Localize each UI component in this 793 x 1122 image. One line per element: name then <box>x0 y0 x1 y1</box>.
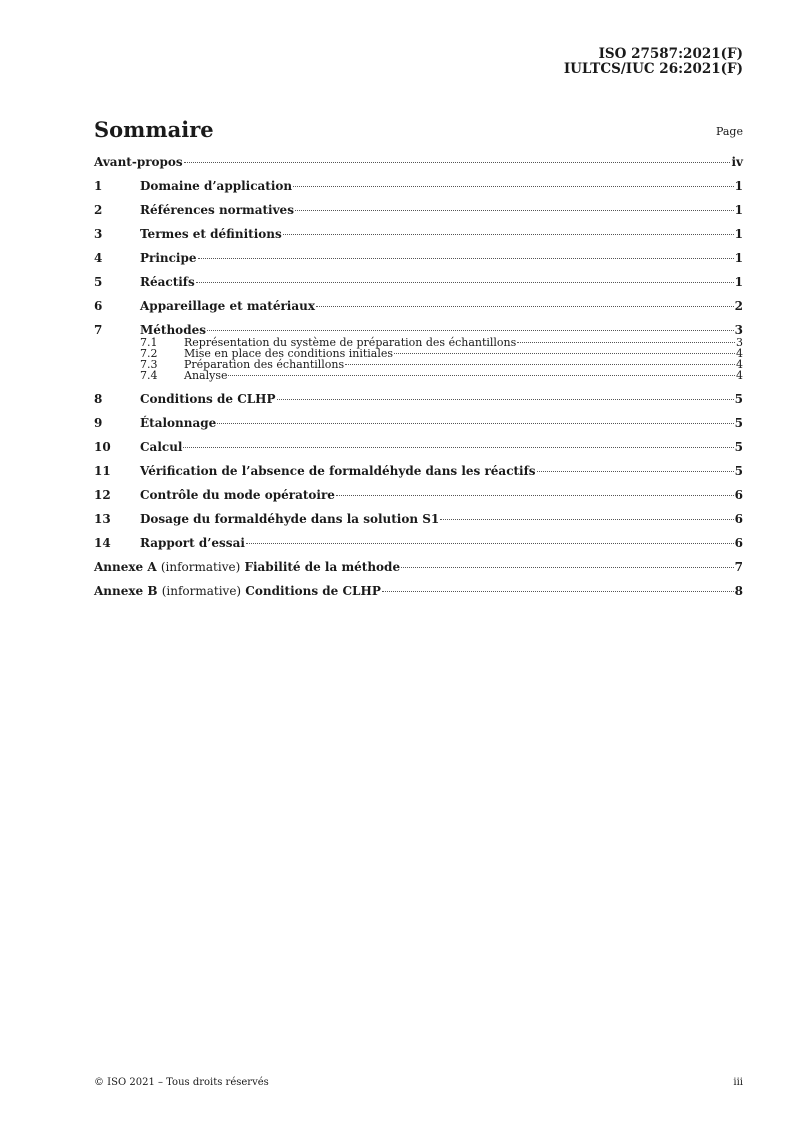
toc-entry[interactable] <box>94 323 743 337</box>
toc-entry[interactable] <box>94 440 743 454</box>
toc-number: 10 <box>94 440 111 454</box>
toc-page: 5 <box>734 440 743 454</box>
toc-page: 6 <box>734 536 743 550</box>
toc-sublabel: Mise en place des conditions initiales <box>184 347 394 360</box>
toc-sublabel: Représentation du système de préparation des échantillons <box>184 336 517 349</box>
toc-page: iv <box>731 155 743 169</box>
dot-leader <box>336 495 734 496</box>
toc-label: Vérification de l’absence de formaldéhyde dans les réactifs <box>140 464 536 478</box>
annex-prefix: Annexe B <box>94 584 158 598</box>
annex-title: Conditions de CLHP <box>245 584 381 598</box>
dot-leader <box>228 375 735 376</box>
toc-label: Termes et définitions <box>140 227 282 241</box>
annex-title: Fiabilité de la méthode <box>244 560 401 574</box>
toc-label: Contrôle du mode opératoire <box>140 488 335 502</box>
toc-subnumber: 7.4 <box>140 369 158 382</box>
toc-subnumber: 7.3 <box>140 358 158 371</box>
dot-leader <box>295 210 734 211</box>
toc-label: Conditions de CLHP <box>140 392 276 406</box>
toc-page: 6 <box>734 488 743 502</box>
table-of-contents <box>94 155 743 608</box>
toc-entry[interactable] <box>94 275 743 289</box>
dot-leader <box>184 162 731 163</box>
dot-leader <box>345 364 735 365</box>
dot-leader <box>293 186 734 187</box>
toc-label: Méthodes <box>140 323 206 337</box>
toc-page: 5 <box>734 392 743 406</box>
toc-subpage: 4 <box>736 347 743 360</box>
toc-label: Appareillage et matériaux <box>140 299 316 313</box>
toc-page: 7 <box>734 560 743 574</box>
toc-entry[interactable] <box>94 251 743 265</box>
toc-entry[interactable] <box>94 464 743 478</box>
toc-subnumber: 7.1 <box>140 336 158 349</box>
toc-number: 8 <box>94 392 103 406</box>
toc-label: Étalonnage <box>140 416 217 430</box>
toc-page: 1 <box>734 227 743 241</box>
toc-number: 11 <box>94 464 111 478</box>
toc-page: 8 <box>734 584 743 598</box>
toc-entry[interactable] <box>94 416 743 430</box>
toc-sublabel: Préparation des échantillons <box>184 358 345 371</box>
toc-label: Calcul <box>140 440 183 454</box>
dot-leader <box>401 567 734 568</box>
toc-entry[interactable] <box>94 392 743 406</box>
toc-number: 9 <box>94 416 103 430</box>
toc-subpage: 3 <box>736 336 743 349</box>
toc-entry[interactable] <box>94 227 743 241</box>
dot-leader <box>316 306 734 307</box>
dot-leader <box>277 399 734 400</box>
toc-number: 13 <box>94 512 111 526</box>
toc-entry[interactable] <box>94 512 743 526</box>
toc-number: 6 <box>94 299 103 313</box>
toc-label: Références normatives <box>140 203 294 217</box>
page-column-label: Page <box>715 125 743 138</box>
toc-entry[interactable] <box>94 179 743 193</box>
toc-label: Réactifs <box>140 275 195 289</box>
toc-number: 3 <box>94 227 103 241</box>
toc-number: 2 <box>94 203 103 217</box>
annex-type: (informative) <box>161 584 242 598</box>
dot-leader <box>183 447 733 448</box>
toc-page: 6 <box>734 512 743 526</box>
annex-label <box>94 560 400 574</box>
toc-subpage: 4 <box>736 369 743 382</box>
dot-leader <box>283 234 734 235</box>
dot-leader <box>196 282 734 283</box>
toc-entry-annex-a[interactable] <box>94 560 743 574</box>
toc-entry-annex-b[interactable] <box>94 584 743 598</box>
toc-page: 5 <box>734 416 743 430</box>
toc-subsection-group <box>94 337 743 381</box>
toc-page: 1 <box>734 251 743 265</box>
toc-sublabel: Analyse <box>184 369 228 382</box>
toc-entry-foreword[interactable] <box>94 155 743 169</box>
toc-subnumber: 7.2 <box>140 347 158 360</box>
toc-page: 2 <box>734 299 743 313</box>
toc-label: Rapport d’essai <box>140 536 245 550</box>
annex-prefix: Annexe A <box>94 560 157 574</box>
document-header <box>564 47 743 77</box>
toc-entry[interactable] <box>94 536 743 550</box>
toc-number: 4 <box>94 251 103 265</box>
toc-entry[interactable] <box>94 299 743 313</box>
toc-page: 1 <box>734 203 743 217</box>
toc-subentry[interactable] <box>94 370 743 381</box>
toc-label: Avant-propos <box>94 155 183 169</box>
dot-leader <box>246 543 734 544</box>
toc-number: 12 <box>94 488 111 502</box>
page-number: iii <box>733 1077 743 1088</box>
annex-label <box>94 584 381 598</box>
toc-subpage: 4 <box>736 358 743 371</box>
dot-leader <box>394 353 735 354</box>
toc-label: Dosage du formaldéhyde dans la solution S1 <box>140 512 440 526</box>
dot-leader <box>517 342 735 343</box>
toc-entry[interactable] <box>94 203 743 217</box>
toc-number: 7 <box>94 323 103 337</box>
page-title: Sommaire <box>94 117 214 142</box>
toc-number: 14 <box>94 536 111 550</box>
title-row <box>94 112 743 142</box>
annex-type: (informative) <box>160 560 241 574</box>
toc-label: Principe <box>140 251 197 265</box>
dot-leader <box>217 423 733 424</box>
copyright-notice: © ISO 2021 – Tous droits réservés <box>94 1077 269 1088</box>
toc-page: 3 <box>734 323 743 337</box>
toc-label: Domaine d’application <box>140 179 293 193</box>
toc-page: 1 <box>734 275 743 289</box>
dot-leader <box>382 591 734 592</box>
dot-leader <box>207 330 734 331</box>
header-standard-number: ISO 27587:2021(F) <box>598 46 743 62</box>
toc-page: 5 <box>734 464 743 478</box>
toc-entry[interactable] <box>94 488 743 502</box>
toc-page: 1 <box>734 179 743 193</box>
toc-number: 1 <box>94 179 103 193</box>
dot-leader <box>440 519 733 520</box>
toc-number: 5 <box>94 275 103 289</box>
dot-leader <box>198 258 734 259</box>
dot-leader <box>537 471 734 472</box>
header-iultcs-number: IULTCS/IUC 26:2021(F) <box>563 61 743 77</box>
